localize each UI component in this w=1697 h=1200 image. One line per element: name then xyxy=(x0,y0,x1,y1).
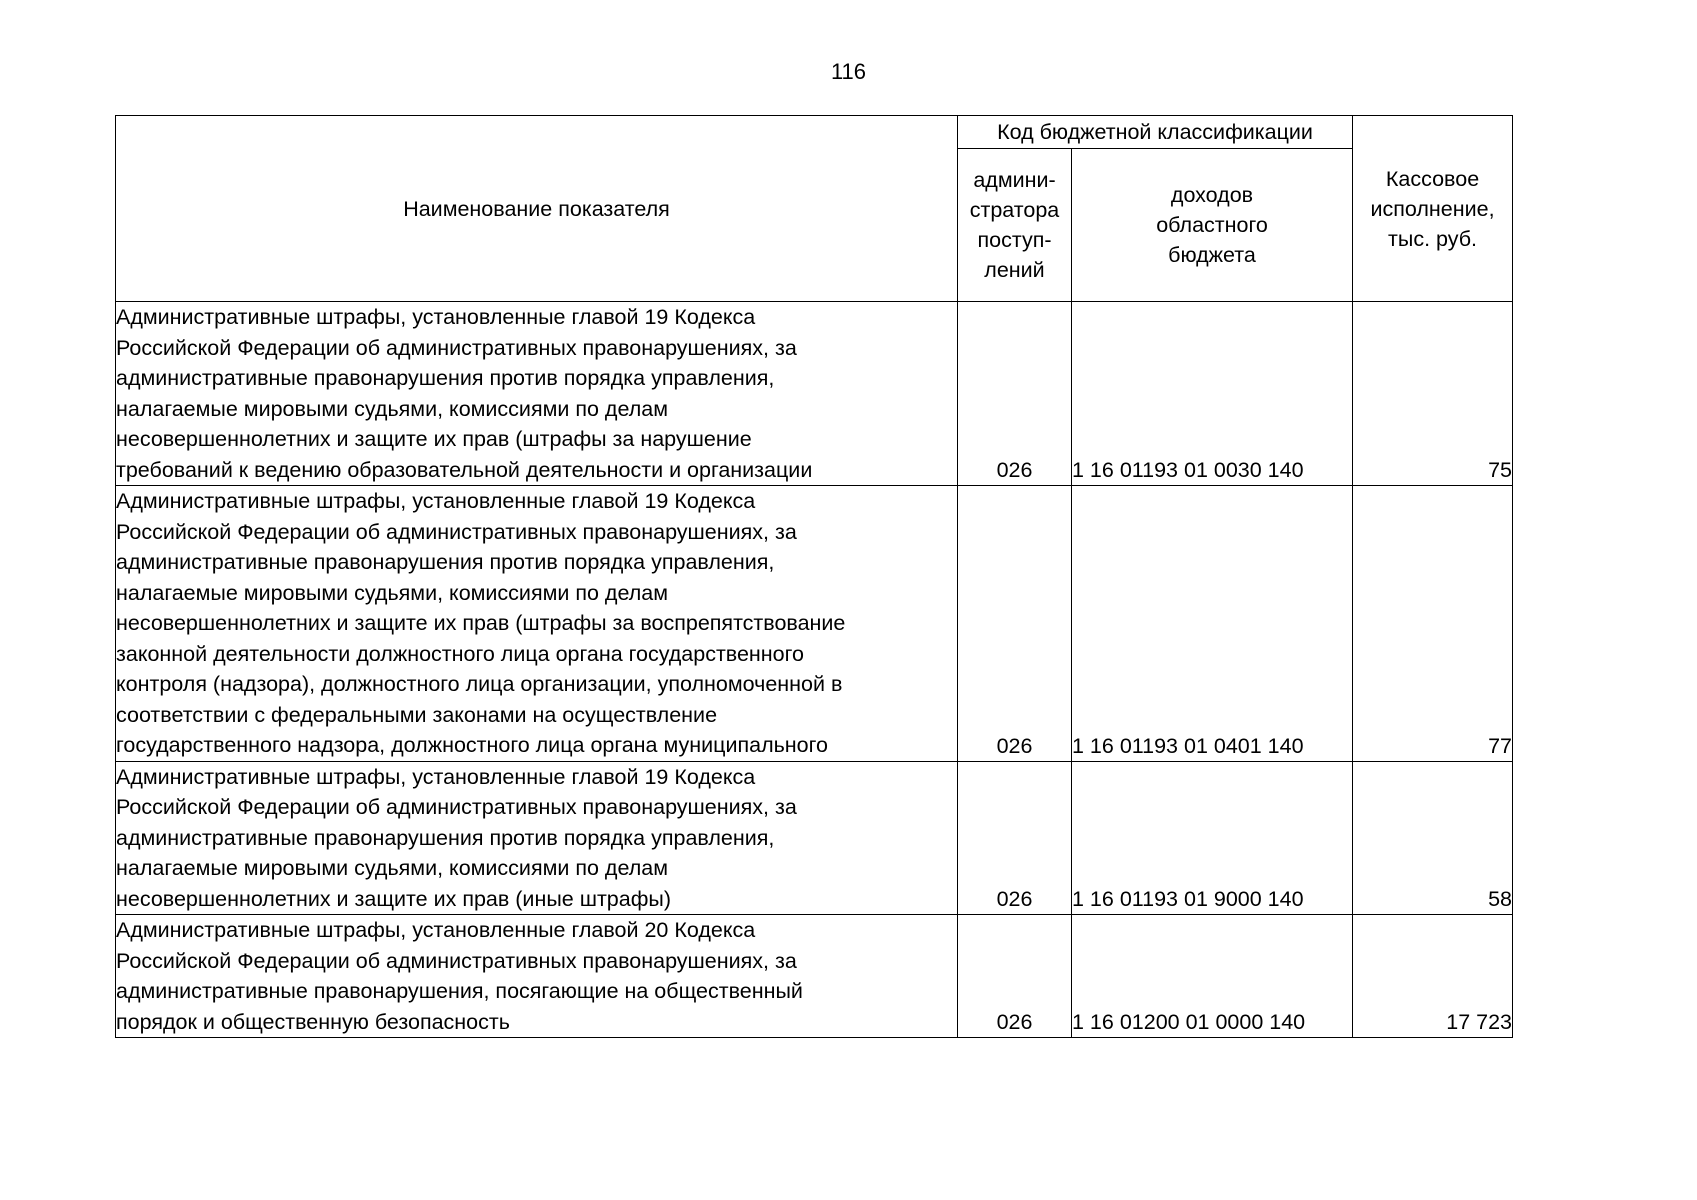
text-line: лений xyxy=(984,258,1045,282)
header-code-group: Код бюджетной классификации xyxy=(958,116,1353,149)
row-kbk-code: 1 16 01193 01 9000 140 xyxy=(1072,761,1353,915)
row-name xyxy=(116,486,958,762)
text-line: бюджета xyxy=(1168,243,1256,267)
text-line: административные правонарушения против порядка управления, xyxy=(116,825,775,850)
text-line: исполнение, xyxy=(1370,196,1495,221)
table-row xyxy=(116,761,1513,915)
text-line: Административные штрафы, установленные главой 19 Кодекса xyxy=(116,489,756,513)
text-line: требований к ведению образовательной деятельности и организации xyxy=(116,457,813,482)
text-line: несовершеннолетних и защите их прав (штрафы за нарушение xyxy=(116,427,752,451)
table-row xyxy=(116,915,1513,1038)
row-amount: 75 xyxy=(1353,302,1513,486)
text-line: налагаемые мировыми судьями, комиссиями по делам xyxy=(116,856,668,880)
row-kbk-code: 1 16 01200 01 0000 140 xyxy=(1072,915,1353,1038)
header-name: Наименование показателя xyxy=(116,116,958,302)
text-line: Российской Федерации об административных правонарушениях, за xyxy=(116,795,797,819)
text-line: Административные штрафы, установленные главой 19 Кодекса xyxy=(116,305,756,329)
text-line: налагаемые мировыми судьями, комиссиями по делам xyxy=(116,396,668,421)
text-line: Административные штрафы, установленные главой 19 Кодекса xyxy=(116,764,756,789)
text-line: админи- xyxy=(973,168,1056,192)
text-line: тыс. руб. xyxy=(1388,226,1478,251)
row-admin-code: 026 xyxy=(958,761,1072,915)
row-amount: 77 xyxy=(1353,486,1513,762)
row-name xyxy=(116,302,958,486)
text-line: несовершеннолетних и защите их прав (штрафы за воспрепятствование xyxy=(116,611,846,635)
header-income xyxy=(1072,149,1353,302)
text-line: Российской Федерации об административных правонарушениях, за xyxy=(116,948,797,973)
text-line: несовершеннолетних и защите их прав (иные штрафы) xyxy=(116,886,672,911)
row-admin-code: 026 xyxy=(958,302,1072,486)
page-number: 116 xyxy=(830,59,867,84)
text-line: налагаемые мировыми судьями, комиссиями по делам xyxy=(116,580,668,605)
header-row-1 xyxy=(116,116,1513,149)
text-line: соответствии с федеральными законами на осуществление xyxy=(116,702,718,727)
header-amount xyxy=(1353,116,1513,302)
header-admin xyxy=(958,149,1072,302)
table-row xyxy=(116,302,1513,486)
text-line: Российской Федерации об административных правонарушениях, за xyxy=(116,335,797,360)
table-row xyxy=(116,486,1513,762)
text-line: контроля (надзора), должностного лица организации, уполномоченной в xyxy=(116,672,843,696)
text-line: поступ- xyxy=(977,228,1052,252)
text-line: стратора xyxy=(969,198,1060,222)
text-line: Кассовое xyxy=(1385,166,1480,191)
text-line: порядок и общественную безопасность xyxy=(116,1009,510,1034)
text-line: Российской Федерации об административных правонарушениях, за xyxy=(116,519,797,544)
text-line: административные правонарушения против порядка управления, xyxy=(116,550,775,574)
budget-table xyxy=(115,115,1513,1038)
row-amount: 58 xyxy=(1353,761,1513,915)
row-admin-code: 026 xyxy=(958,486,1072,762)
row-name xyxy=(116,761,958,915)
row-amount: 17 723 xyxy=(1353,915,1513,1038)
text-line: административные правонарушения против порядка управления, xyxy=(116,366,775,390)
row-name xyxy=(116,915,958,1038)
row-admin-code: 026 xyxy=(958,915,1072,1038)
text-line: доходов xyxy=(1170,183,1254,207)
text-line: административные правонарушения, посягающие на общественный xyxy=(116,979,803,1003)
text-line: Административные штрафы, установленные главой 20 Кодекса xyxy=(116,918,756,942)
row-kbk-code: 1 16 01193 01 0030 140 xyxy=(1072,302,1353,486)
text-line: государственного надзора, должностного лица органа муниципального xyxy=(116,733,828,757)
text-line: областного xyxy=(1156,213,1268,237)
text-line: законной деятельности должностного лица органа государственного xyxy=(116,641,804,666)
row-kbk-code: 1 16 01193 01 0401 140 xyxy=(1072,486,1353,762)
